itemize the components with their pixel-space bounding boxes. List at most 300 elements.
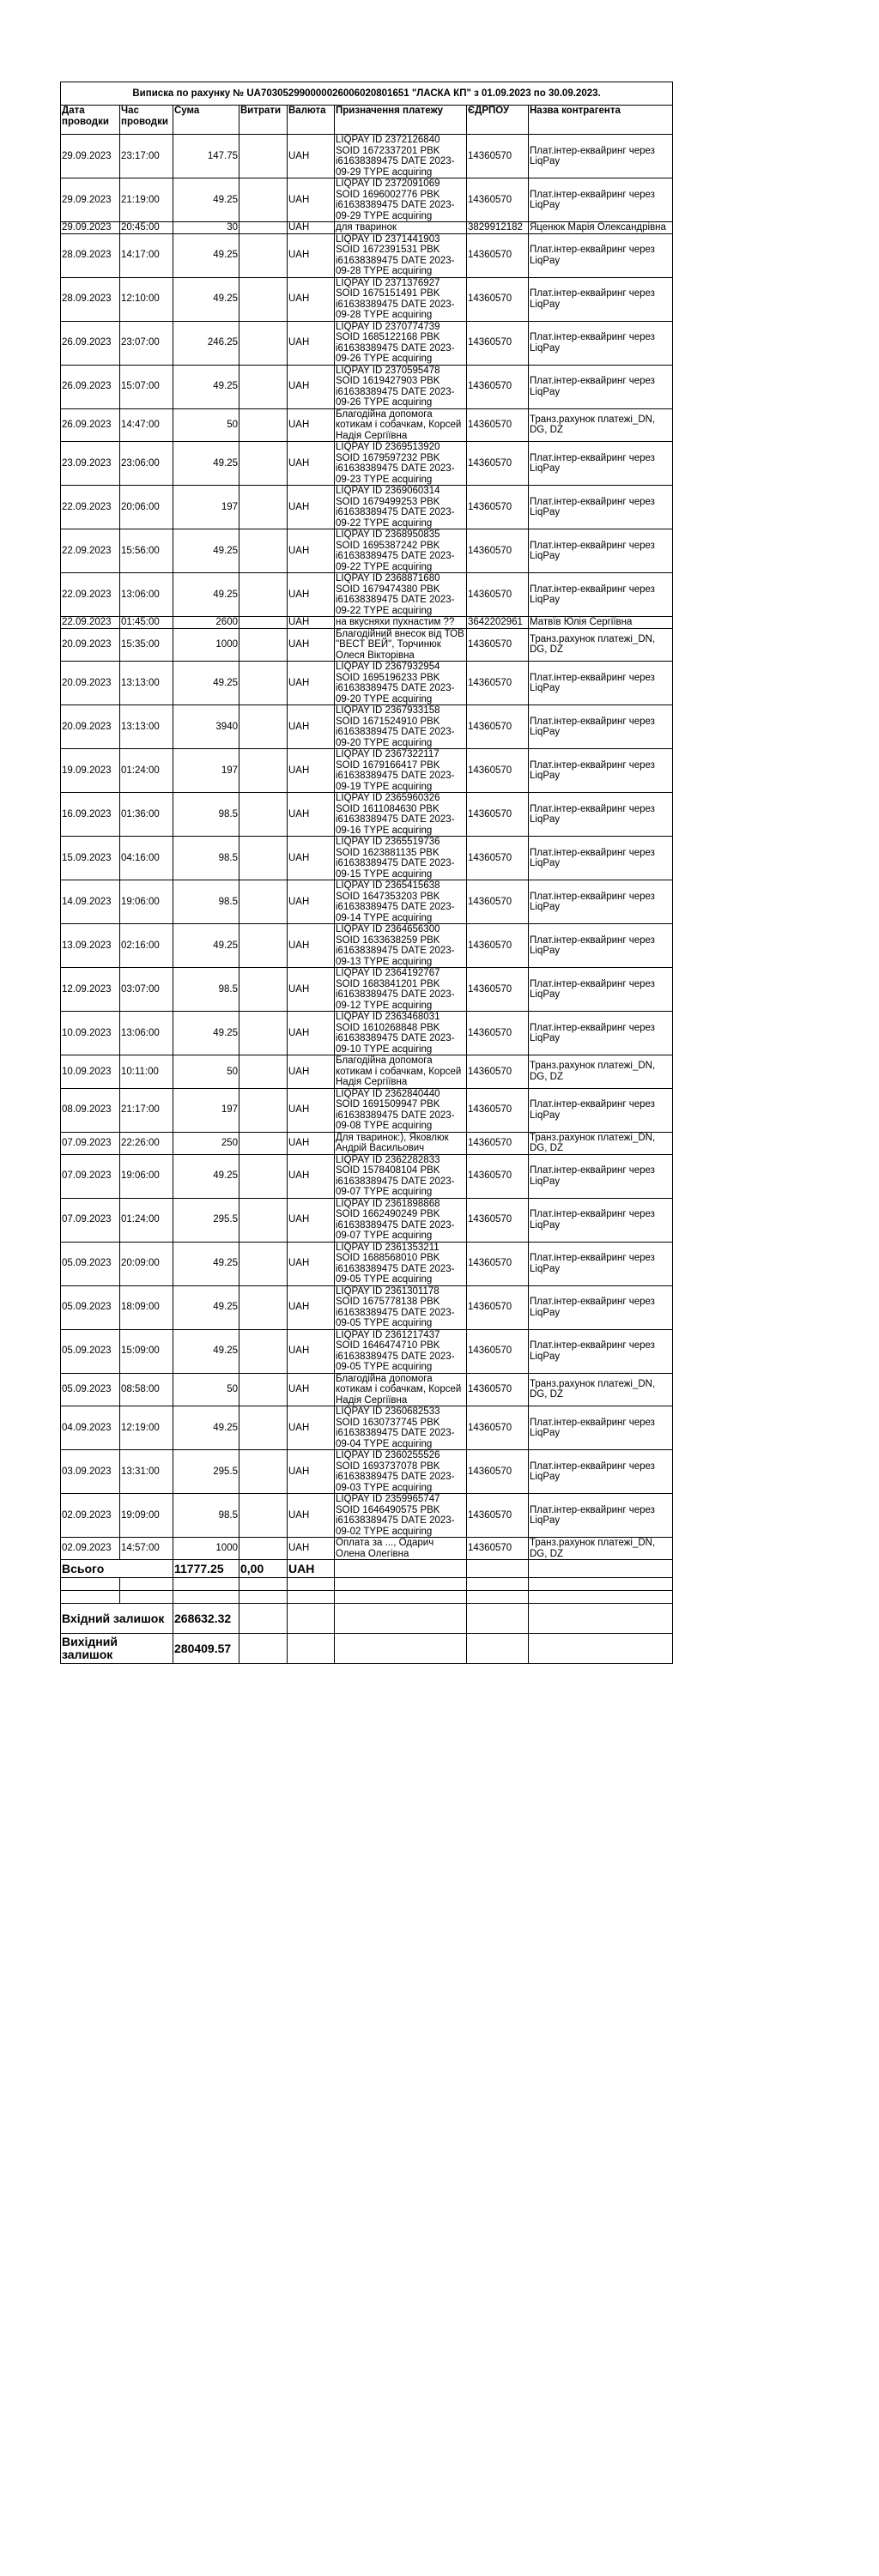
cell-expense [239,222,288,234]
cell-time: 14:57:00 [120,1538,173,1560]
cell-expense [239,880,288,924]
cell-purpose: LIQPAY ID 2361217437 SOID 1646474710 PBK i61638389475 DATE 2023-09-05 TYPE acquiring [335,1329,467,1373]
cell-amount: 50 [173,1055,239,1089]
cell-amount: 49.25 [173,1329,239,1373]
col-header-currency: Валюта [288,106,335,135]
cell-counterparty: Плат.інтер-еквайринг через LiqPay [529,486,673,529]
cell-amount: 49.25 [173,1285,239,1329]
cell-currency: UAH [288,968,335,1012]
cell-amount: 197 [173,1088,239,1132]
transaction-row [61,1198,673,1242]
cell-edrpou: 14360570 [467,321,529,365]
cell-purpose: Благодійна допомога котикам і собачкам, Корсей Надія Сергіївна [335,408,467,442]
cell-date: 04.09.2023 [61,1406,120,1450]
cell-counterparty: Плат.інтер-еквайринг через LiqPay [529,662,673,705]
cell-purpose: Благодійна допомога котикам і собачкам, Корсей Надія Сергіївна [335,1055,467,1089]
cell-amount: 49.25 [173,662,239,705]
cell-expense [239,1450,288,1494]
cell-edrpou: 14360570 [467,968,529,1012]
cell-expense [239,837,288,880]
cell-edrpou: 14360570 [467,1198,529,1242]
cell-purpose: Оплата за ..., Одарич Олена Олегівна [335,1538,467,1560]
cell-purpose: LIQPAY ID 2361353211 SOID 1688568010 PBK i61638389475 DATE 2023-09-05 TYPE acquiring [335,1242,467,1285]
cell-expense [239,529,288,573]
cell-edrpou: 14360570 [467,924,529,968]
cell-time: 21:17:00 [120,1088,173,1132]
cell-currency: UAH [288,662,335,705]
cell-time: 02:16:00 [120,924,173,968]
cell-counterparty: Плат.інтер-еквайринг через LiqPay [529,573,673,617]
cell-currency: UAH [288,1012,335,1055]
cell-time: 01:24:00 [120,749,173,793]
cell-edrpou: 14360570 [467,1494,529,1538]
opening-balance-value: 268632.32 [173,1604,239,1634]
cell-date: 02.09.2023 [61,1538,120,1560]
cell-time: 18:09:00 [120,1285,173,1329]
cell-amount: 98.5 [173,968,239,1012]
cell-amount: 2600 [173,617,239,629]
cell-time: 12:10:00 [120,277,173,321]
cell-currency: UAH [288,617,335,629]
cell-amount: 3940 [173,705,239,749]
cell-counterparty: Плат.інтер-еквайринг через LiqPay [529,1406,673,1450]
cell-date: 07.09.2023 [61,1154,120,1198]
cell-time: 15:07:00 [120,365,173,408]
cell-time: 23:17:00 [120,135,173,178]
transaction-row [61,233,673,277]
cell-counterparty: Плат.інтер-еквайринг через LiqPay [529,837,673,880]
cell-expense [239,277,288,321]
cell-amount: 49.25 [173,529,239,573]
cell-purpose: LIQPAY ID 2368950835 SOID 1695387242 PBK i61638389475 DATE 2023-09-22 TYPE acquiring [335,529,467,573]
cell-date: 13.09.2023 [61,924,120,968]
cell-expense [239,1242,288,1285]
cell-expense [239,1055,288,1089]
cell-edrpou: 14360570 [467,277,529,321]
cell-currency: UAH [288,1198,335,1242]
cell-edrpou: 14360570 [467,662,529,705]
transaction-row [61,1154,673,1198]
cell-purpose: LIQPAY ID 2368871680 SOID 1679474380 PBK i61638389475 DATE 2023-09-22 TYPE acquiring [335,573,467,617]
total-label: Всього [61,1560,173,1578]
cell-expense [239,1406,288,1450]
cell-amount: 30 [173,222,239,234]
statement-title: Виписка по рахунку № UA703052990000026006020801651 "ЛАСКА КП" з 01.09.2023 по 30.09.2023. [61,82,673,106]
cell-amount: 49.25 [173,1012,239,1055]
cell-edrpou: 14360570 [467,1012,529,1055]
cell-time: 19:06:00 [120,1154,173,1198]
cell-expense [239,442,288,486]
cell-edrpou: 14360570 [467,573,529,617]
cell-time: 20:06:00 [120,486,173,529]
transaction-row [61,705,673,749]
cell-counterparty: Плат.інтер-еквайринг через LiqPay [529,1154,673,1198]
cell-expense [239,1538,288,1560]
cell-amount: 49.25 [173,277,239,321]
cell-currency: UAH [288,749,335,793]
cell-date: 02.09.2023 [61,1494,120,1538]
col-header-expense: Витрати [239,106,288,135]
cell-currency: UAH [288,837,335,880]
cell-amount: 49.25 [173,1406,239,1450]
cell-time: 23:07:00 [120,321,173,365]
transaction-row [61,1088,673,1132]
cell-edrpou: 3829912182 [467,222,529,234]
cell-time: 20:45:00 [120,222,173,234]
cell-time: 23:06:00 [120,442,173,486]
cell-date: 29.09.2023 [61,178,120,222]
cell-date: 05.09.2023 [61,1285,120,1329]
cell-date: 22.09.2023 [61,486,120,529]
transaction-row [61,1285,673,1329]
cell-currency: UAH [288,321,335,365]
cell-edrpou: 14360570 [467,1373,529,1406]
cell-amount: 295.5 [173,1450,239,1494]
cell-currency: UAH [288,529,335,573]
cell-edrpou: 14360570 [467,1285,529,1329]
transaction-row [61,135,673,178]
cell-time: 08:58:00 [120,1373,173,1406]
cell-counterparty: Плат.інтер-еквайринг через LiqPay [529,442,673,486]
col-header-edrpou: ЄДРПОУ [467,106,529,135]
total-row [61,1560,673,1578]
cell-date: 20.09.2023 [61,705,120,749]
transaction-row [61,880,673,924]
cell-counterparty: Плат.інтер-еквайринг через LiqPay [529,705,673,749]
cell-counterparty: Плат.інтер-еквайринг через LiqPay [529,880,673,924]
cell-expense [239,1373,288,1406]
cell-expense [239,135,288,178]
cell-purpose: для тваринок [335,222,467,234]
transaction-row [61,408,673,442]
col-header-counterparty: Назва контрагента [529,106,673,135]
cell-currency: UAH [288,628,335,662]
cell-expense [239,1012,288,1055]
cell-counterparty: Транз.рахунок платежі_DN, DG, DZ [529,628,673,662]
transaction-row [61,321,673,365]
cell-purpose: LIQPAY ID 2367322117 SOID 1679166417 PBK i61638389475 DATE 2023-09-19 TYPE acquiring [335,749,467,793]
transaction-row [61,924,673,968]
cell-counterparty: Плат.інтер-еквайринг через LiqPay [529,1088,673,1132]
cell-amount: 246.25 [173,321,239,365]
cell-purpose: LIQPAY ID 2362282833 SOID 1578408104 PBK i61638389475 DATE 2023-09-07 TYPE acquiring [335,1154,467,1198]
header-row [61,106,673,135]
cell-counterparty: Плат.інтер-еквайринг через LiqPay [529,924,673,968]
cell-purpose: LIQPAY ID 2365415638 SOID 1647353203 PBK i61638389475 DATE 2023-09-14 TYPE acquiring [335,880,467,924]
cell-expense [239,1494,288,1538]
cell-amount: 1000 [173,628,239,662]
cell-counterparty: Плат.інтер-еквайринг через LiqPay [529,1329,673,1373]
cell-counterparty: Транз.рахунок платежі_DN, DG, DZ [529,1055,673,1089]
cell-counterparty: Плат.інтер-еквайринг через LiqPay [529,793,673,837]
cell-purpose: LIQPAY ID 2372091069 SOID 1696002776 PBK i61638389475 DATE 2023-09-29 TYPE acquiring [335,178,467,222]
cell-time: 19:09:00 [120,1494,173,1538]
cell-counterparty: Транз.рахунок платежі_DN, DG, DZ [529,408,673,442]
cell-counterparty: Плат.інтер-еквайринг через LiqPay [529,529,673,573]
closing-balance-value: 280409.57 [173,1634,239,1664]
transaction-row [61,529,673,573]
cell-time: 03:07:00 [120,968,173,1012]
cell-date: 16.09.2023 [61,793,120,837]
cell-purpose: LIQPAY ID 2361301178 SOID 1675778138 PBK i61638389475 DATE 2023-09-05 TYPE acquiring [335,1285,467,1329]
cell-time: 01:45:00 [120,617,173,629]
cell-currency: UAH [288,880,335,924]
cell-purpose: LIQPAY ID 2369513920 SOID 1679597232 PBK i61638389475 DATE 2023-09-23 TYPE acquiring [335,442,467,486]
cell-counterparty: Транз.рахунок платежі_DN, DG, DZ [529,1373,673,1406]
cell-purpose: LIQPAY ID 2369060314 SOID 1679499253 PBK i61638389475 DATE 2023-09-22 TYPE acquiring [335,486,467,529]
cell-amount: 49.25 [173,1242,239,1285]
cell-purpose: LIQPAY ID 2364656300 SOID 1633638259 PBK i61638389475 DATE 2023-09-13 TYPE acquiring [335,924,467,968]
cell-edrpou: 14360570 [467,178,529,222]
cell-edrpou: 14360570 [467,135,529,178]
cell-currency: UAH [288,1538,335,1560]
transaction-row [61,793,673,837]
cell-date: 05.09.2023 [61,1242,120,1285]
cell-date: 26.09.2023 [61,321,120,365]
cell-expense [239,321,288,365]
cell-counterparty: Плат.інтер-еквайринг через LiqPay [529,1450,673,1494]
cell-date: 29.09.2023 [61,222,120,234]
closing-balance-label: Вихідний залишок [61,1634,173,1664]
transaction-row [61,1012,673,1055]
cell-time: 15:09:00 [120,1329,173,1373]
cell-time: 14:47:00 [120,408,173,442]
spacer-row [61,1591,673,1604]
cell-expense [239,628,288,662]
cell-edrpou: 14360570 [467,529,529,573]
cell-counterparty: Плат.інтер-еквайринг через LiqPay [529,1242,673,1285]
total-currency: UAH [288,1560,335,1578]
cell-edrpou: 14360570 [467,1450,529,1494]
cell-purpose: LIQPAY ID 2370595478 SOID 1619427903 PBK i61638389475 DATE 2023-09-26 TYPE acquiring [335,365,467,408]
cell-date: 26.09.2023 [61,365,120,408]
cell-expense [239,924,288,968]
cell-counterparty: Плат.інтер-еквайринг через LiqPay [529,178,673,222]
cell-amount: 49.25 [173,442,239,486]
cell-amount: 295.5 [173,1198,239,1242]
cell-edrpou: 14360570 [467,749,529,793]
transaction-row [61,365,673,408]
cell-date: 15.09.2023 [61,837,120,880]
cell-purpose: LIQPAY ID 2371441903 SOID 1672391531 PBK i61638389475 DATE 2023-09-28 TYPE acquiring [335,233,467,277]
cell-time: 19:06:00 [120,880,173,924]
cell-amount: 98.5 [173,880,239,924]
cell-expense [239,1088,288,1132]
cell-date: 22.09.2023 [61,617,120,629]
cell-date: 22.09.2023 [61,573,120,617]
cell-date: 28.09.2023 [61,233,120,277]
cell-date: 03.09.2023 [61,1450,120,1494]
cell-purpose: LIQPAY ID 2372126840 SOID 1672337201 PBK i61638389475 DATE 2023-09-29 TYPE acquiring [335,135,467,178]
transaction-row [61,837,673,880]
transaction-row [61,442,673,486]
cell-purpose: LIQPAY ID 2360682533 SOID 1630737745 PBK i61638389475 DATE 2023-09-04 TYPE acquiring [335,1406,467,1450]
cell-date: 05.09.2023 [61,1373,120,1406]
cell-time: 01:36:00 [120,793,173,837]
cell-currency: UAH [288,573,335,617]
transaction-row [61,178,673,222]
cell-purpose: Для тваринок:), Яковлюк Андрій Васильович [335,1132,467,1154]
cell-counterparty: Плат.інтер-еквайринг через LiqPay [529,135,673,178]
total-expense: 0,00 [239,1560,288,1578]
cell-purpose: LIQPAY ID 2363468031 SOID 1610268848 PBK i61638389475 DATE 2023-09-10 TYPE acquiring [335,1012,467,1055]
cell-expense [239,486,288,529]
transaction-row [61,1055,673,1089]
cell-date: 20.09.2023 [61,628,120,662]
cell-currency: UAH [288,408,335,442]
cell-counterparty: Плат.інтер-еквайринг через LiqPay [529,1285,673,1329]
cell-date: 14.09.2023 [61,880,120,924]
cell-currency: UAH [288,1329,335,1373]
cell-edrpou: 14360570 [467,1538,529,1560]
cell-edrpou: 14360570 [467,408,529,442]
closing-balance-row [61,1634,673,1664]
cell-expense [239,178,288,222]
opening-balance-label: Вхідний залишок [61,1604,173,1634]
cell-date: 07.09.2023 [61,1198,120,1242]
cell-currency: UAH [288,222,335,234]
cell-edrpou: 14360570 [467,365,529,408]
transaction-row [61,1373,673,1406]
transaction-row [61,1132,673,1154]
cell-counterparty: Плат.інтер-еквайринг через LiqPay [529,1012,673,1055]
cell-time: 21:19:00 [120,178,173,222]
cell-counterparty: Плат.інтер-еквайринг через LiqPay [529,749,673,793]
cell-edrpou: 14360570 [467,628,529,662]
cell-amount: 50 [173,1373,239,1406]
cell-date: 23.09.2023 [61,442,120,486]
transaction-row [61,1329,673,1373]
transaction-row [61,1406,673,1450]
col-header-time: Час проводки [120,106,173,135]
cell-amount: 49.25 [173,924,239,968]
cell-counterparty: Плат.інтер-еквайринг через LiqPay [529,233,673,277]
cell-amount: 98.5 [173,1494,239,1538]
cell-edrpou: 14360570 [467,1242,529,1285]
transaction-row [61,749,673,793]
total-amount: 11777.25 [173,1560,239,1578]
cell-edrpou: 14360570 [467,837,529,880]
cell-amount: 197 [173,749,239,793]
cell-edrpou: 14360570 [467,1088,529,1132]
cell-amount: 98.5 [173,837,239,880]
cell-currency: UAH [288,1373,335,1406]
cell-time: 13:31:00 [120,1450,173,1494]
cell-date: 12.09.2023 [61,968,120,1012]
cell-purpose: LIQPAY ID 2364192767 SOID 1683841201 PBK i61638389475 DATE 2023-09-12 TYPE acquiring [335,968,467,1012]
cell-expense [239,1132,288,1154]
cell-currency: UAH [288,1055,335,1089]
cell-amount: 49.25 [173,233,239,277]
cell-edrpou: 14360570 [467,486,529,529]
spacer-row [61,1578,673,1591]
cell-purpose: LIQPAY ID 2360255526 SOID 1693737078 PBK i61638389475 DATE 2023-09-03 TYPE acquiring [335,1450,467,1494]
cell-currency: UAH [288,1494,335,1538]
cell-purpose: LIQPAY ID 2359965747 SOID 1646490575 PBK i61638389475 DATE 2023-09-02 TYPE acquiring [335,1494,467,1538]
cell-purpose: LIQPAY ID 2365960326 SOID 1611084630 PBK i61638389475 DATE 2023-09-16 TYPE acquiring [335,793,467,837]
transaction-row [61,628,673,662]
cell-date: 19.09.2023 [61,749,120,793]
transaction-row [61,662,673,705]
transaction-row [61,617,673,629]
cell-purpose: LIQPAY ID 2370774739 SOID 1685122168 PBK i61638389475 DATE 2023-09-26 TYPE acquiring [335,321,467,365]
cell-currency: UAH [288,365,335,408]
cell-currency: UAH [288,135,335,178]
cell-expense [239,662,288,705]
cell-time: 12:19:00 [120,1406,173,1450]
cell-currency: UAH [288,277,335,321]
cell-expense [239,749,288,793]
cell-edrpou: 3642202961 [467,617,529,629]
transaction-row [61,486,673,529]
cell-currency: UAH [288,442,335,486]
cell-expense [239,408,288,442]
cell-amount: 49.25 [173,178,239,222]
cell-purpose: LIQPAY ID 2362840440 SOID 1691509947 PBK i61638389475 DATE 2023-09-08 TYPE acquiring [335,1088,467,1132]
cell-edrpou: 14360570 [467,880,529,924]
cell-edrpou: 14360570 [467,793,529,837]
cell-expense [239,793,288,837]
cell-time: 13:13:00 [120,662,173,705]
cell-expense [239,1329,288,1373]
cell-amount: 197 [173,486,239,529]
cell-currency: UAH [288,1285,335,1329]
cell-purpose: Благодійна допомога котикам і собачкам, Корсей Надія Сергіївна [335,1373,467,1406]
cell-edrpou: 14360570 [467,1055,529,1089]
cell-date: 10.09.2023 [61,1055,120,1089]
cell-currency: UAH [288,924,335,968]
cell-expense [239,705,288,749]
transaction-row [61,968,673,1012]
cell-purpose: LIQPAY ID 2365519736 SOID 1623881135 PBK i61638389475 DATE 2023-09-15 TYPE acquiring [335,837,467,880]
cell-amount: 49.25 [173,1154,239,1198]
cell-counterparty: Матвїв Юлія Сергіївна [529,617,673,629]
transaction-row [61,1242,673,1285]
transaction-row [61,277,673,321]
cell-time: 13:06:00 [120,573,173,617]
cell-edrpou: 14360570 [467,233,529,277]
cell-expense [239,617,288,629]
cell-purpose: Благодійний внесок від ТОВ "ВЕСТ ВЕЙ", Торчинюк Олеся Вікторівна [335,628,467,662]
opening-balance-row [61,1604,673,1634]
cell-amount: 49.25 [173,365,239,408]
cell-time: 13:06:00 [120,1012,173,1055]
cell-counterparty: Яценюк Марія Олександрівна [529,222,673,234]
cell-amount: 147.75 [173,135,239,178]
cell-expense [239,968,288,1012]
cell-date: 05.09.2023 [61,1329,120,1373]
cell-edrpou: 14360570 [467,442,529,486]
cell-time: 01:24:00 [120,1198,173,1242]
cell-edrpou: 14360570 [467,1154,529,1198]
cell-expense [239,365,288,408]
cell-currency: UAH [288,178,335,222]
cell-currency: UAH [288,1242,335,1285]
cell-date: 26.09.2023 [61,408,120,442]
cell-date: 07.09.2023 [61,1132,120,1154]
cell-counterparty: Транз.рахунок платежі_DN, DG, DZ [529,1132,673,1154]
cell-date: 08.09.2023 [61,1088,120,1132]
cell-currency: UAH [288,1132,335,1154]
transaction-row [61,1538,673,1560]
cell-amount: 49.25 [173,573,239,617]
cell-counterparty: Плат.інтер-еквайринг через LiqPay [529,321,673,365]
cell-currency: UAH [288,233,335,277]
cell-purpose: LIQPAY ID 2371376927 SOID 1675151491 PBK i61638389475 DATE 2023-09-28 TYPE acquiring [335,277,467,321]
statement-table [60,82,673,1664]
cell-purpose: LIQPAY ID 2361898868 SOID 1662490249 PBK i61638389475 DATE 2023-09-07 TYPE acquiring [335,1198,467,1242]
col-header-date: Дата проводки [61,106,120,135]
